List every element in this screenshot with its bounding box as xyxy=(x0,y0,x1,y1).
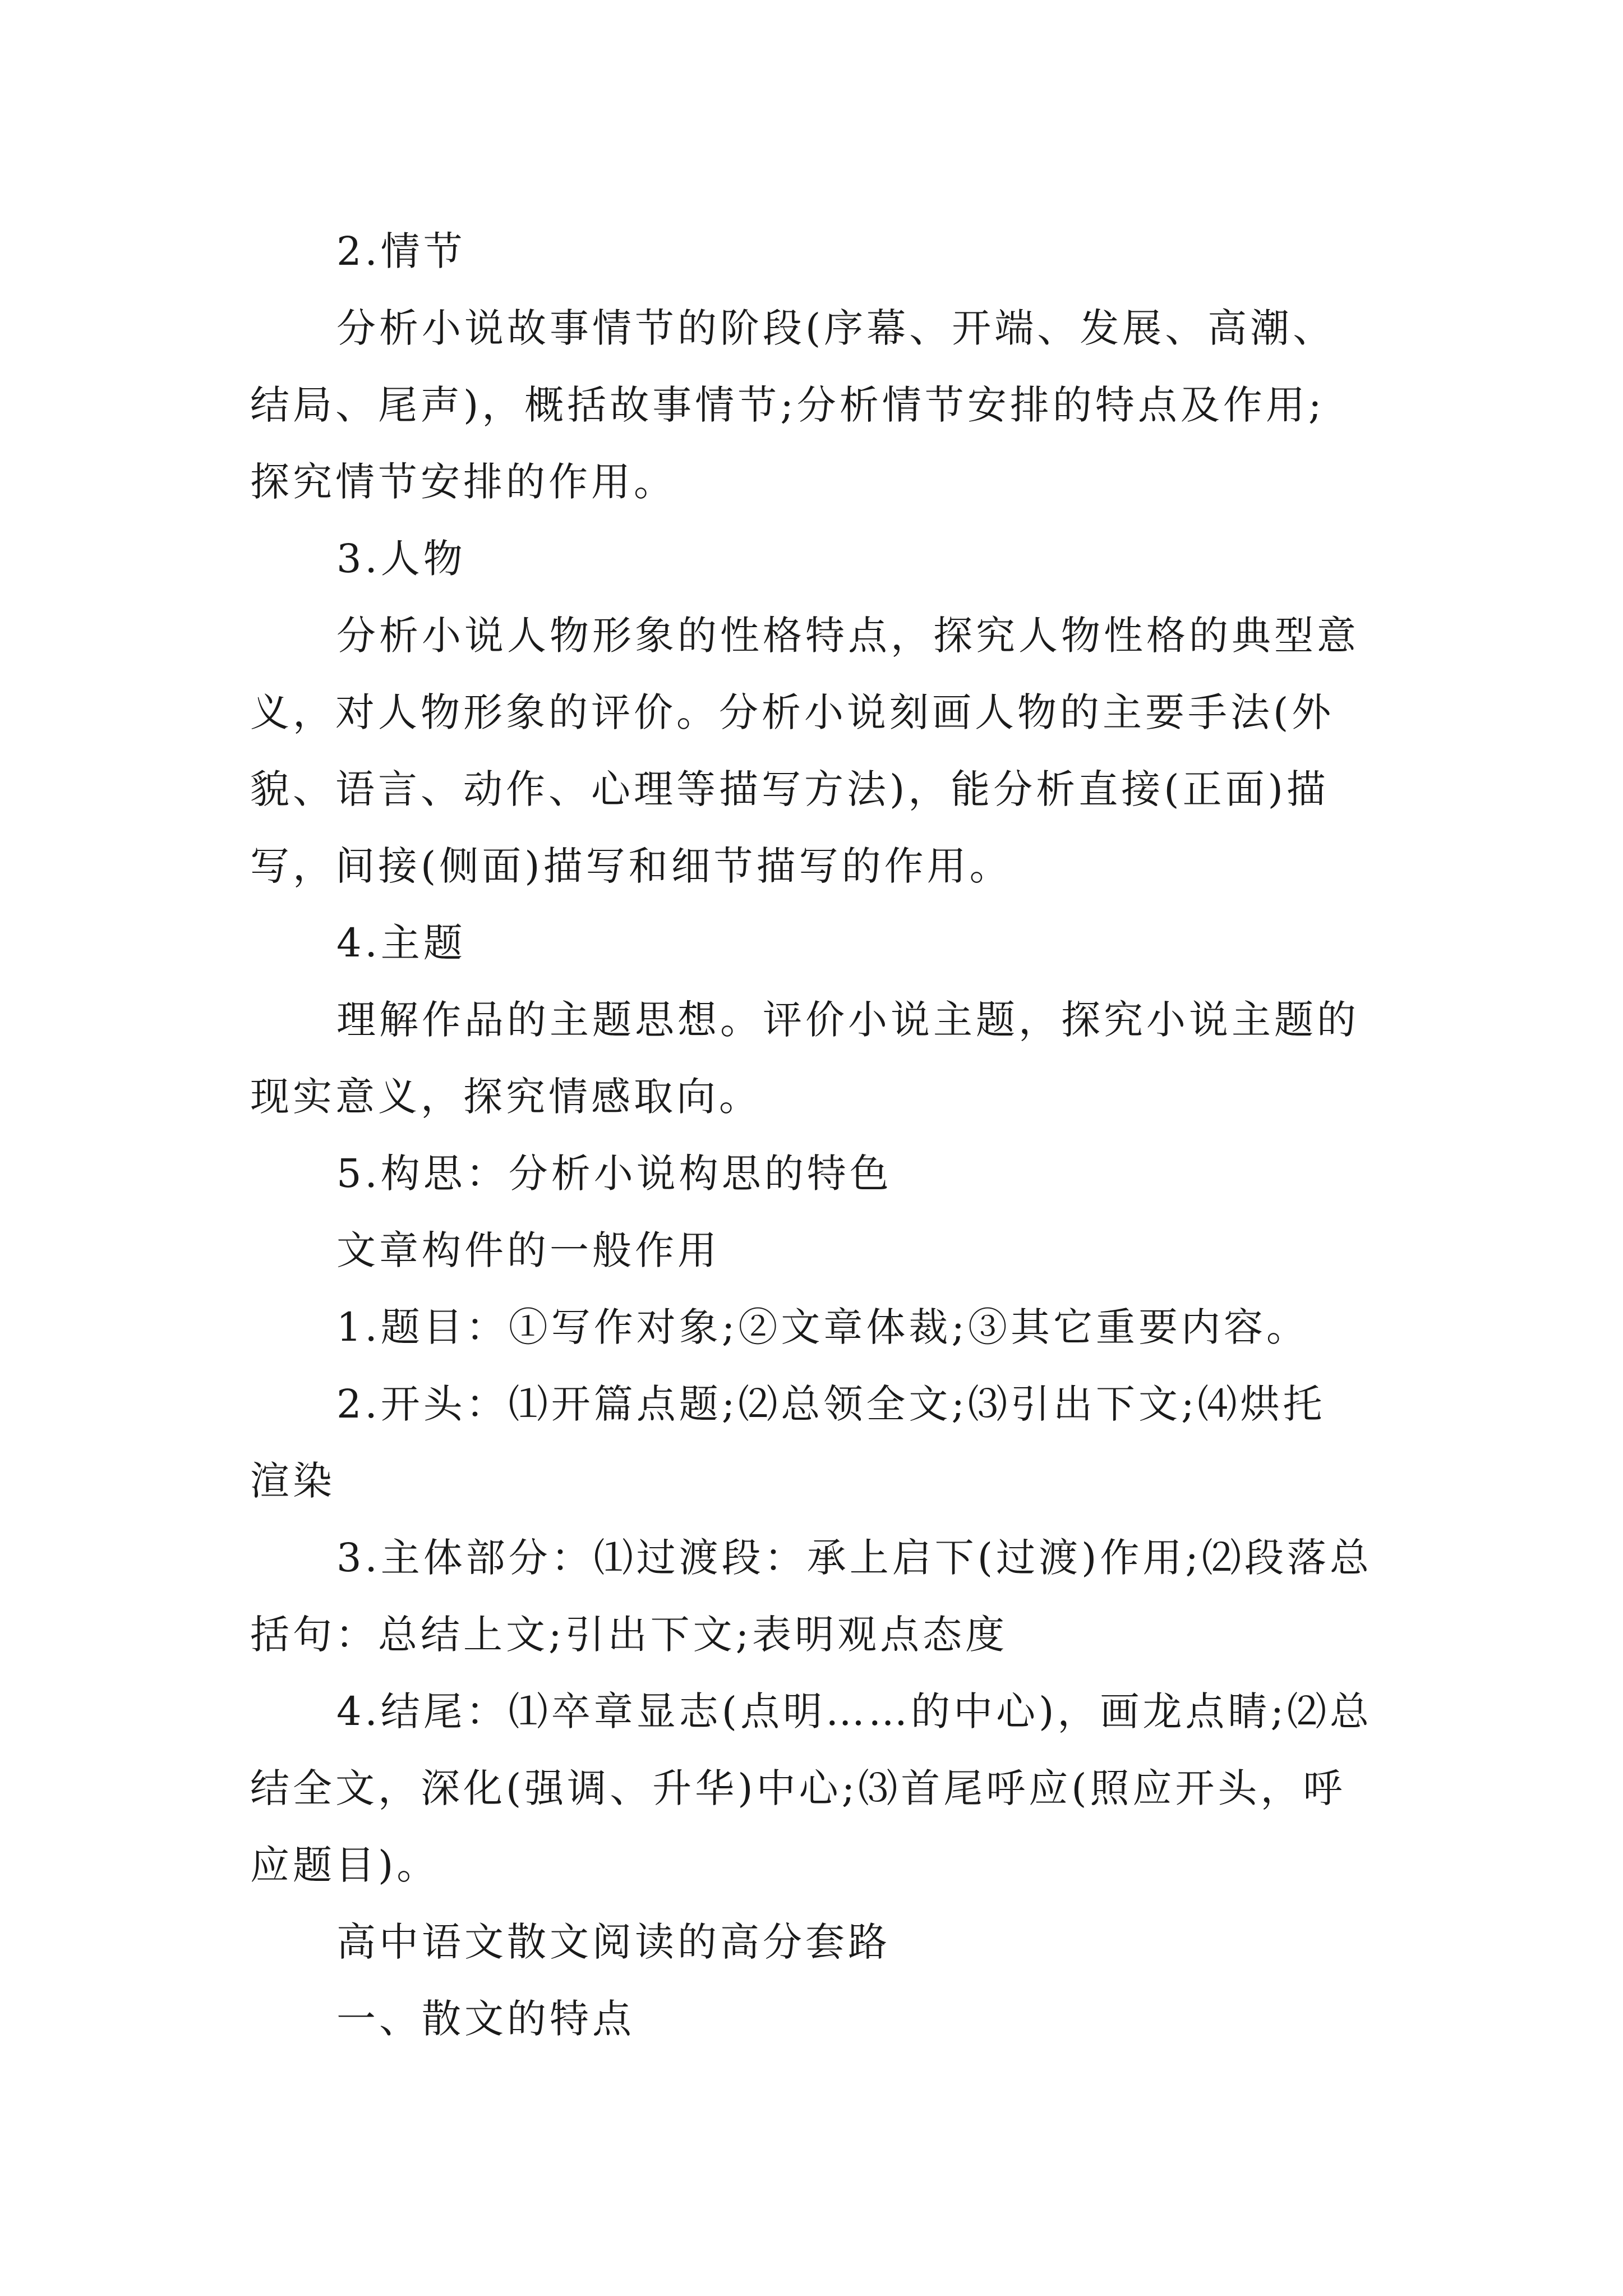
paragraph-line: 渲染 xyxy=(250,1458,335,1504)
paragraph-line: 1.题目：①写作对象;②文章体裁;③其它重要内容。 xyxy=(336,1304,1309,1350)
section-title: 文章构件的一般作用 xyxy=(336,1227,720,1273)
paragraph-line: 分析小说故事情节的阶段(序幕、开端、发展、高潮、 xyxy=(336,305,1336,351)
paragraph-line: 义，对人物形象的评价。分析小说刻画人物的主要手法(外 xyxy=(250,689,1335,735)
paragraph-line: 3.主体部分：⑴过渡段：承上启下(过渡)作用;⑵段落总 xyxy=(336,1535,1372,1581)
paragraph-line: 探究情节安排的作用。 xyxy=(250,459,676,505)
heading-theme: 4.主题 xyxy=(336,920,466,966)
paragraph-line: 理解作品的主题思想。评价小说主题，探究小说主题的 xyxy=(336,997,1359,1043)
paragraph-line: 写，间接(侧面)描写和细节描写的作用。 xyxy=(250,843,1012,889)
subsection-title: 一、散文的特点 xyxy=(336,1996,635,2042)
paragraph-line: 括句：总结上文;引出下文;表明观点态度 xyxy=(250,1612,1008,1658)
paragraph-line: 貌、语言、动作、心理等描写方法)，能分析直接(正面)描 xyxy=(250,766,1329,812)
heading-plot: 2.情节 xyxy=(336,228,466,274)
paragraph-line: 4.结尾：⑴卒章显志(点明……的中心)，画龙点睛;⑵总 xyxy=(336,1688,1372,1734)
paragraph-line: 现实意义，探究情感取向。 xyxy=(250,1074,762,1120)
heading-character: 3.人物 xyxy=(336,536,466,582)
paragraph-line: 应题目)。 xyxy=(250,1842,440,1888)
section-title: 高中语文散文阅读的高分套路 xyxy=(336,1919,891,1965)
document-body xyxy=(250,213,1377,2058)
paragraph-line: 分析小说人物形象的性格特点，探究人物性格的典型意 xyxy=(336,613,1359,659)
paragraph-line: 结全文，深化(强调、升华)中心;⑶首尾呼应(照应开头，呼 xyxy=(250,1765,1346,1811)
heading-conception: 5.构思：分析小说构思的特色 xyxy=(336,1151,892,1197)
paragraph-line: 结局、尾声)，概括故事情节;分析情节安排的特点及作用; xyxy=(250,382,1325,428)
paragraph-line: 2.开头：⑴开篇点题;⑵总领全文;⑶引出下文;⑷烘托 xyxy=(336,1381,1326,1427)
